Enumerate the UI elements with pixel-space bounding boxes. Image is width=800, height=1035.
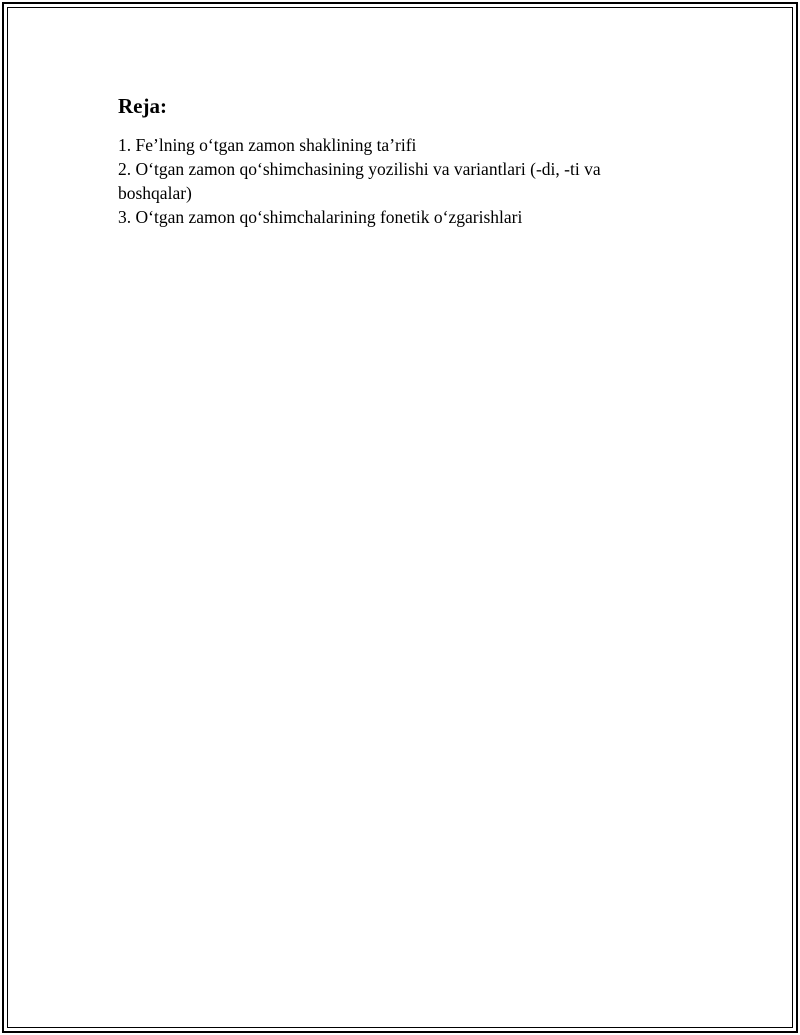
plan-item-1: 1. Fe’lning o‘tgan zamon shaklining ta’rifi <box>118 135 417 155</box>
plan-list <box>118 133 678 229</box>
plan-item-2: 2. O‘tgan zamon qo‘shimchasining yozilishi va variantlari (-di, -ti va boshqalar) <box>118 159 601 203</box>
plan-item-3: 3. O‘tgan zamon qo‘shimchalarining fonetik o‘zgarishlari <box>118 207 523 227</box>
plan-heading: Reja: <box>118 94 167 118</box>
document-body <box>118 93 678 229</box>
